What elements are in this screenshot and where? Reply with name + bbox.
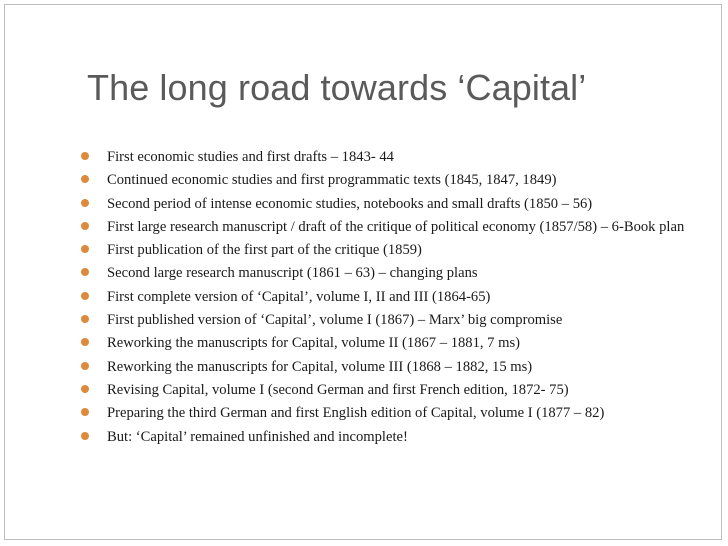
bullet-dot-icon <box>81 362 89 370</box>
list-item <box>79 405 699 422</box>
list-item <box>79 335 699 352</box>
bullet-dot-icon <box>81 292 89 300</box>
list-item <box>79 196 699 213</box>
list-item <box>79 359 699 376</box>
bullet-list <box>79 149 699 452</box>
bullet-text: Second period of intense economic studies, notebooks and small drafts (1850 – 56) <box>107 195 593 212</box>
list-item <box>79 219 699 236</box>
bullet-dot-icon <box>81 152 89 160</box>
list-item <box>79 382 699 399</box>
bullet-dot-icon <box>81 268 89 276</box>
bullet-dot-icon <box>81 199 89 207</box>
bullet-dot-icon <box>81 175 89 183</box>
bullet-dot-icon <box>81 432 89 440</box>
bullet-dot-icon <box>81 315 89 323</box>
bullet-text: First large research manuscript / draft of the critique of political economy (1857/58) – 6-Book plan <box>107 218 685 235</box>
bullet-dot-icon <box>81 408 89 416</box>
list-item <box>79 265 699 282</box>
bullet-text: First published version of ‘Capital’, volume I (1867) – Marx’ big compromise <box>107 312 563 329</box>
list-item <box>79 289 699 306</box>
bullet-dot-icon <box>81 245 89 253</box>
bullet-text: First publication of the first part of the critique (1859) <box>107 242 422 259</box>
list-item <box>79 429 699 446</box>
bullet-text: First economic studies and first drafts – 1843- 44 <box>107 149 394 165</box>
bullet-text: Reworking the manuscripts for Capital, volume II (1867 – 1881, 7 ms) <box>107 335 521 352</box>
bullet-text: Second large research manuscript (1861 – 63) – changing plans <box>107 265 478 282</box>
list-item <box>79 172 699 189</box>
bullet-text: But: ‘Capital’ remained unfinished and incomplete! <box>107 428 408 445</box>
bullet-text: Revising Capital, volume I (second German and first French edition, 1872- 75) <box>107 381 569 398</box>
bullet-dot-icon <box>81 385 89 393</box>
list-item <box>79 242 699 259</box>
list-item <box>79 312 699 329</box>
bullet-text: Continued economic studies and first programmatic texts (1845, 1847, 1849) <box>107 172 557 189</box>
bullet-text: First complete version of ‘Capital’, volume I, II and III (1864-65) <box>107 288 491 305</box>
slide-title: The long road towards ‘Capital’ <box>87 67 587 108</box>
list-item <box>79 149 699 166</box>
slide <box>4 4 722 540</box>
bullet-text: Preparing the third German and first English edition of Capital, volume I (1877 – 82) <box>107 405 605 422</box>
bullet-dot-icon <box>81 338 89 346</box>
bullet-dot-icon <box>81 222 89 230</box>
bullet-text: Reworking the manuscripts for Capital, volume III (1868 – 1882, 15 ms) <box>107 358 533 375</box>
